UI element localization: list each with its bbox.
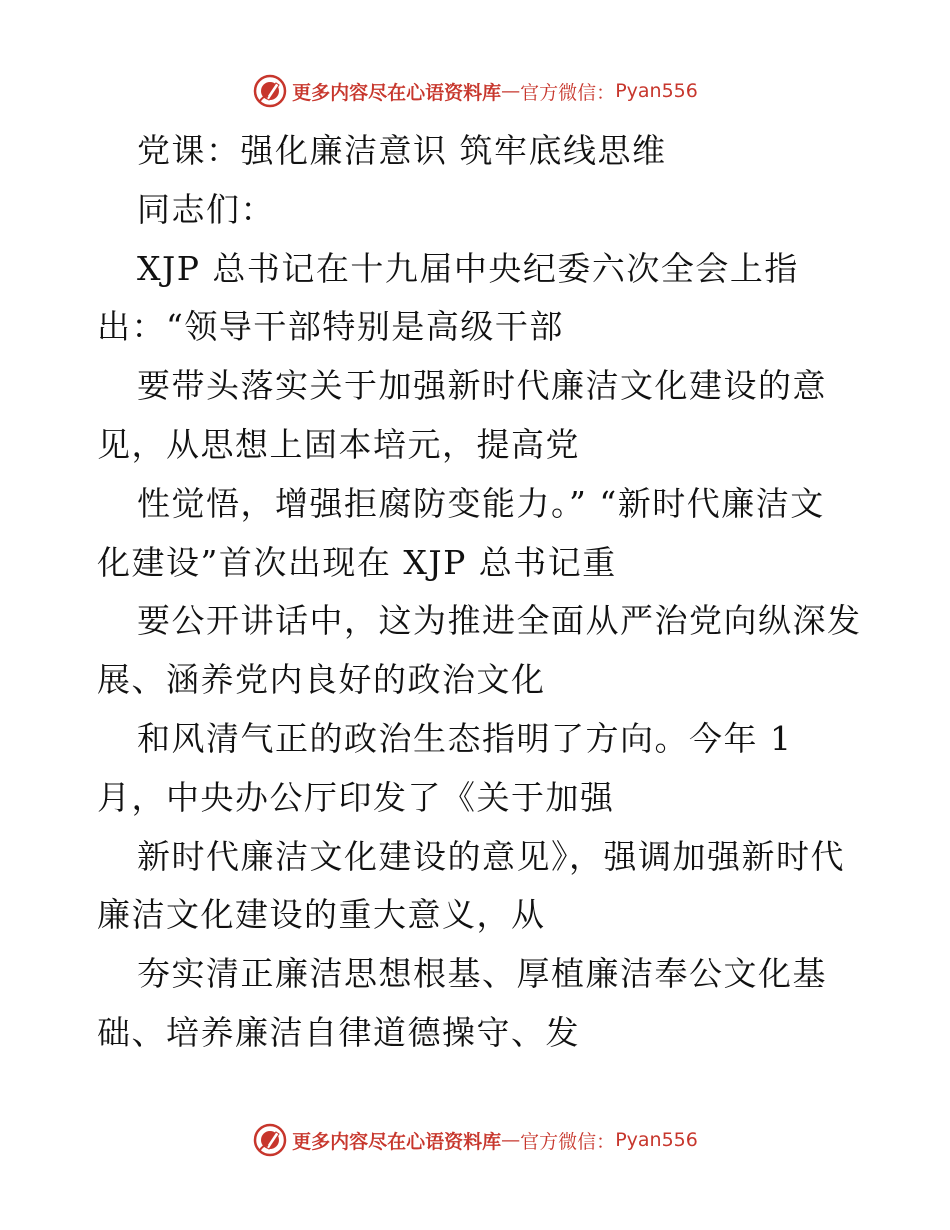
- banner-wechat-id: Pyan556: [615, 1129, 698, 1151]
- footer-banner: [0, 1120, 950, 1160]
- doc-line: 新时代廉洁文化建设的意见》，强调加强新时代: [137, 836, 845, 876]
- doc-line: 廉洁文化建设的重大意义，从: [97, 895, 546, 935]
- banner-wechat-label: 官方微信：: [520, 1130, 616, 1153]
- pen-nib-seal-icon: [252, 1122, 288, 1158]
- doc-line: 础、培养廉洁自律道德操守、发: [97, 1012, 580, 1052]
- doc-line: 月，中央办公厅印发了《关于加强: [97, 777, 615, 817]
- doc-line: 见，从思想上固本培元，提高党: [97, 424, 580, 464]
- pen-nib-seal-icon: [252, 73, 288, 109]
- doc-line: 夯实清正廉洁思想根基、厚植廉洁奉公文化基: [137, 954, 827, 994]
- header-banner: [0, 71, 950, 111]
- banner-separator: —: [501, 80, 521, 102]
- doc-salutation: 同志们：: [137, 189, 275, 229]
- banner-slogan: 更多内容尽在心语资料库: [292, 81, 502, 104]
- banner-wechat-label: 官方微信：: [520, 81, 616, 104]
- doc-line: 要公开讲话中，这为推进全面从严治党向纵深发: [137, 601, 862, 641]
- doc-line: 化建设”首次出现在 XJP 总书记重: [97, 542, 617, 582]
- doc-line: XJP 总书记在十九届中央纪委六次全会上指: [137, 248, 799, 288]
- doc-line: 要带头落实关于加强新时代廉洁文化建设的意: [137, 366, 827, 406]
- doc-line: 和风清气正的政治生态指明了方向。今年 1: [137, 718, 793, 758]
- doc-title: 党课：强化廉洁意识 筑牢底线思维: [137, 131, 667, 170]
- banner-wechat-id: Pyan556: [615, 80, 698, 102]
- doc-line: 出：“领导干部特别是高级干部: [97, 307, 564, 347]
- document-body: [97, 122, 862, 1063]
- banner-separator: —: [501, 1129, 521, 1151]
- doc-line: 展、涵养党内良好的政治文化: [97, 660, 546, 700]
- doc-line: 性觉悟，增强拒腐防变能力。” “新时代廉洁文: [137, 483, 825, 523]
- banner-slogan: 更多内容尽在心语资料库: [292, 1130, 502, 1153]
